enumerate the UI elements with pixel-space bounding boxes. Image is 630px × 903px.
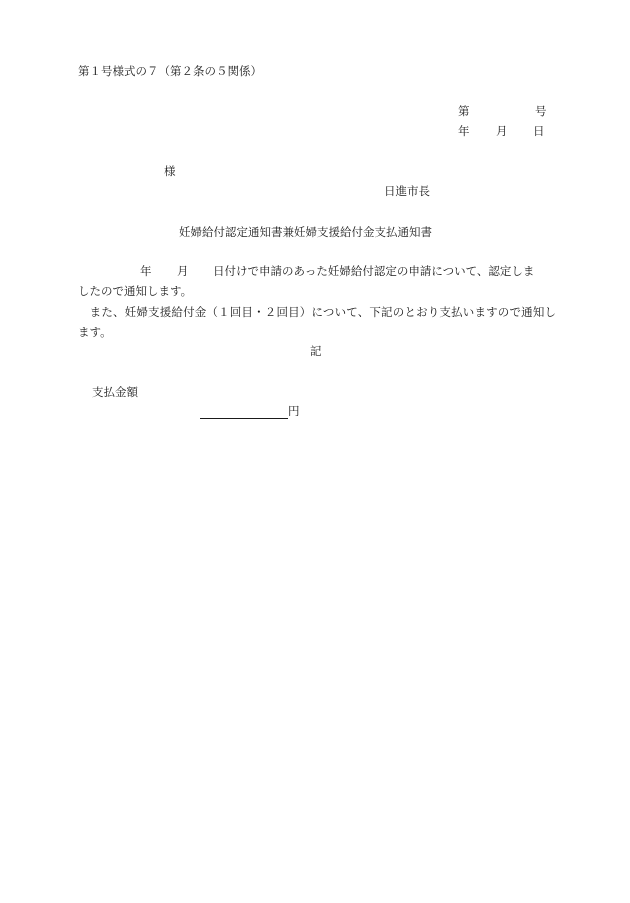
payment-notice-text: また、妊婦支援給付金（１回目・２回目）について、下記のとおり支払いますので通知します。 xyxy=(78,305,556,339)
date-day-label: 日 xyxy=(533,124,545,138)
certification-text-line2: したので通知します。 xyxy=(78,284,193,298)
application-month-label: 月 xyxy=(177,264,189,278)
application-year-label: 年 xyxy=(140,264,152,278)
date-month-label: 月 xyxy=(496,124,508,138)
number-prefix: 第 xyxy=(458,104,470,118)
sender-name: 日進市長 xyxy=(384,184,430,198)
payment-amount-unit: 円 xyxy=(288,404,300,418)
document-title: 妊婦給付認定通知書兼妊婦支援給付金支払通知書 xyxy=(179,225,432,239)
ki-marker: 記 xyxy=(310,344,322,358)
payment-amount-blank xyxy=(200,418,288,419)
certification-text-line1: 日付けで申請のあった妊婦給付認定の申請について、認定しま xyxy=(213,264,535,278)
date-year-label: 年 xyxy=(458,124,470,138)
form-identifier: 第１号様式の７（第２条の５関係） xyxy=(78,64,262,78)
recipient-honorific: 様 xyxy=(164,164,176,178)
paragraph-payment xyxy=(78,302,556,342)
number-suffix: 号 xyxy=(535,104,547,118)
payment-amount-label: 支払金額 xyxy=(92,385,138,399)
